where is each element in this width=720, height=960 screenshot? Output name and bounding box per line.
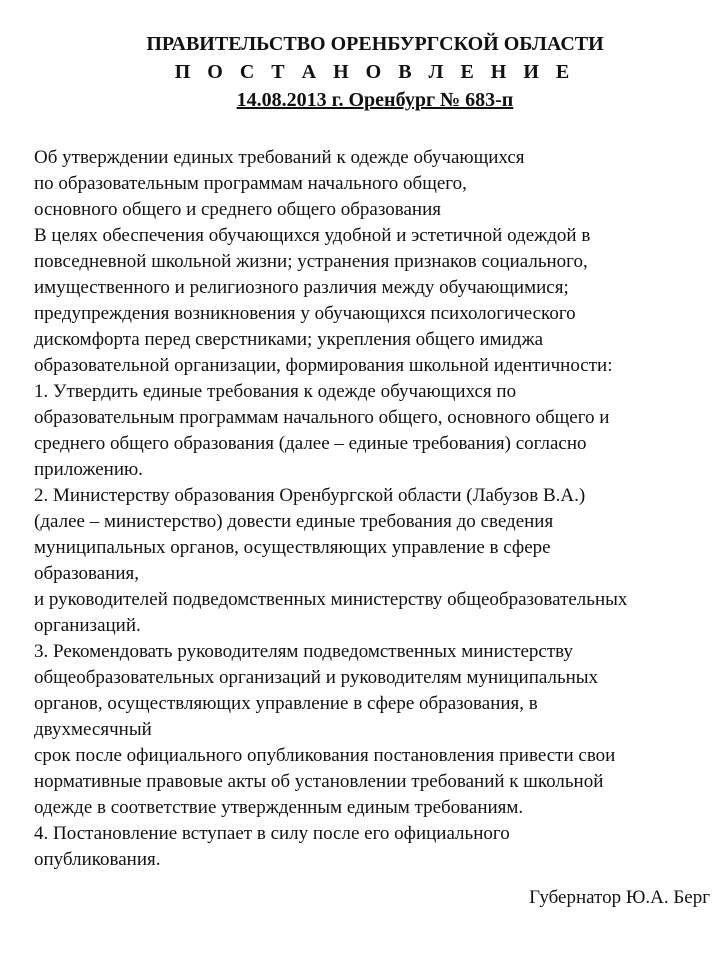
body-line: Об утверждении единых требований к одежде обучающихся — [34, 147, 525, 168]
date-number-line — [0, 86, 720, 114]
body-line: органов, осуществляющих управление в сфере образования, в — [34, 693, 538, 714]
body-line: имущественного и религиозного различия между обучающимися; — [34, 277, 569, 298]
body-line: по образовательным программам начального общего, — [34, 173, 467, 194]
body-line: 1. Утвердить единые требования к одежде обучающихся по — [34, 381, 517, 402]
document-body — [34, 145, 714, 873]
body-line: 3. Рекомендовать руководителям подведомственных министерству — [34, 641, 573, 662]
body-line: В целях обеспечения обучающихся удобной и эстетичной одеждой в — [34, 225, 591, 246]
body-line: организаций. — [34, 615, 141, 636]
body-line: повседневной школьной жизни; устранения признаков социального, — [34, 251, 588, 272]
date-number-text: 14.08.2013 г. Оренбург № 683-п — [236, 89, 514, 111]
body-line: общеобразовательных организаций и руководителям муниципальных — [34, 667, 599, 688]
document-header — [0, 30, 720, 114]
document-type-title: П О С Т А Н О В Л Е Н И Е — [174, 61, 576, 83]
body-line: (далее – министерство) довести единые требования до сведения — [34, 511, 554, 532]
body-line: основного общего и среднего общего образования — [34, 199, 441, 220]
body-line: опубликования. — [34, 849, 161, 870]
body-line: и руководителей подведомственных министерству общеобразовательных — [34, 589, 628, 610]
body-line: 4. Постановление вступает в силу после его официального — [34, 823, 510, 844]
body-line: срок после официального опубликования постановления привести свои — [34, 745, 616, 766]
body-line: образовательным программам начального общего, основного общего и — [34, 407, 610, 428]
body-line: нормативные правовые акты об установлении требований к школьной — [34, 771, 604, 792]
body-line: образовательной организации, формирования школьной идентичности: — [34, 355, 613, 376]
body-line: двухмесячный — [34, 719, 152, 740]
body-line: предупреждения возникновения у обучающихся психологического — [34, 303, 576, 324]
organization-title: ПРАВИТЕЛЬСТВО ОРЕНБУРГСКОЙ ОБЛАСТИ — [146, 33, 604, 55]
body-line: дискомфорта перед сверстниками; укрепления общего имиджа — [34, 329, 544, 350]
body-line: одежде в соответствие утвержденным единым требованиям. — [34, 797, 524, 818]
body-line: муниципальных органов, осуществляющих управление в сфере — [34, 537, 551, 558]
body-line: среднего общего образования (далее – единые требования) согласно — [34, 433, 587, 454]
body-line: 2. Министерству образования Оренбургской области (Лабузов В.А.) — [34, 485, 586, 506]
body-line: образования, — [34, 563, 139, 584]
governor-signature: Губернатор Ю.А. Берг — [529, 887, 710, 908]
body-line: приложению. — [34, 459, 143, 480]
